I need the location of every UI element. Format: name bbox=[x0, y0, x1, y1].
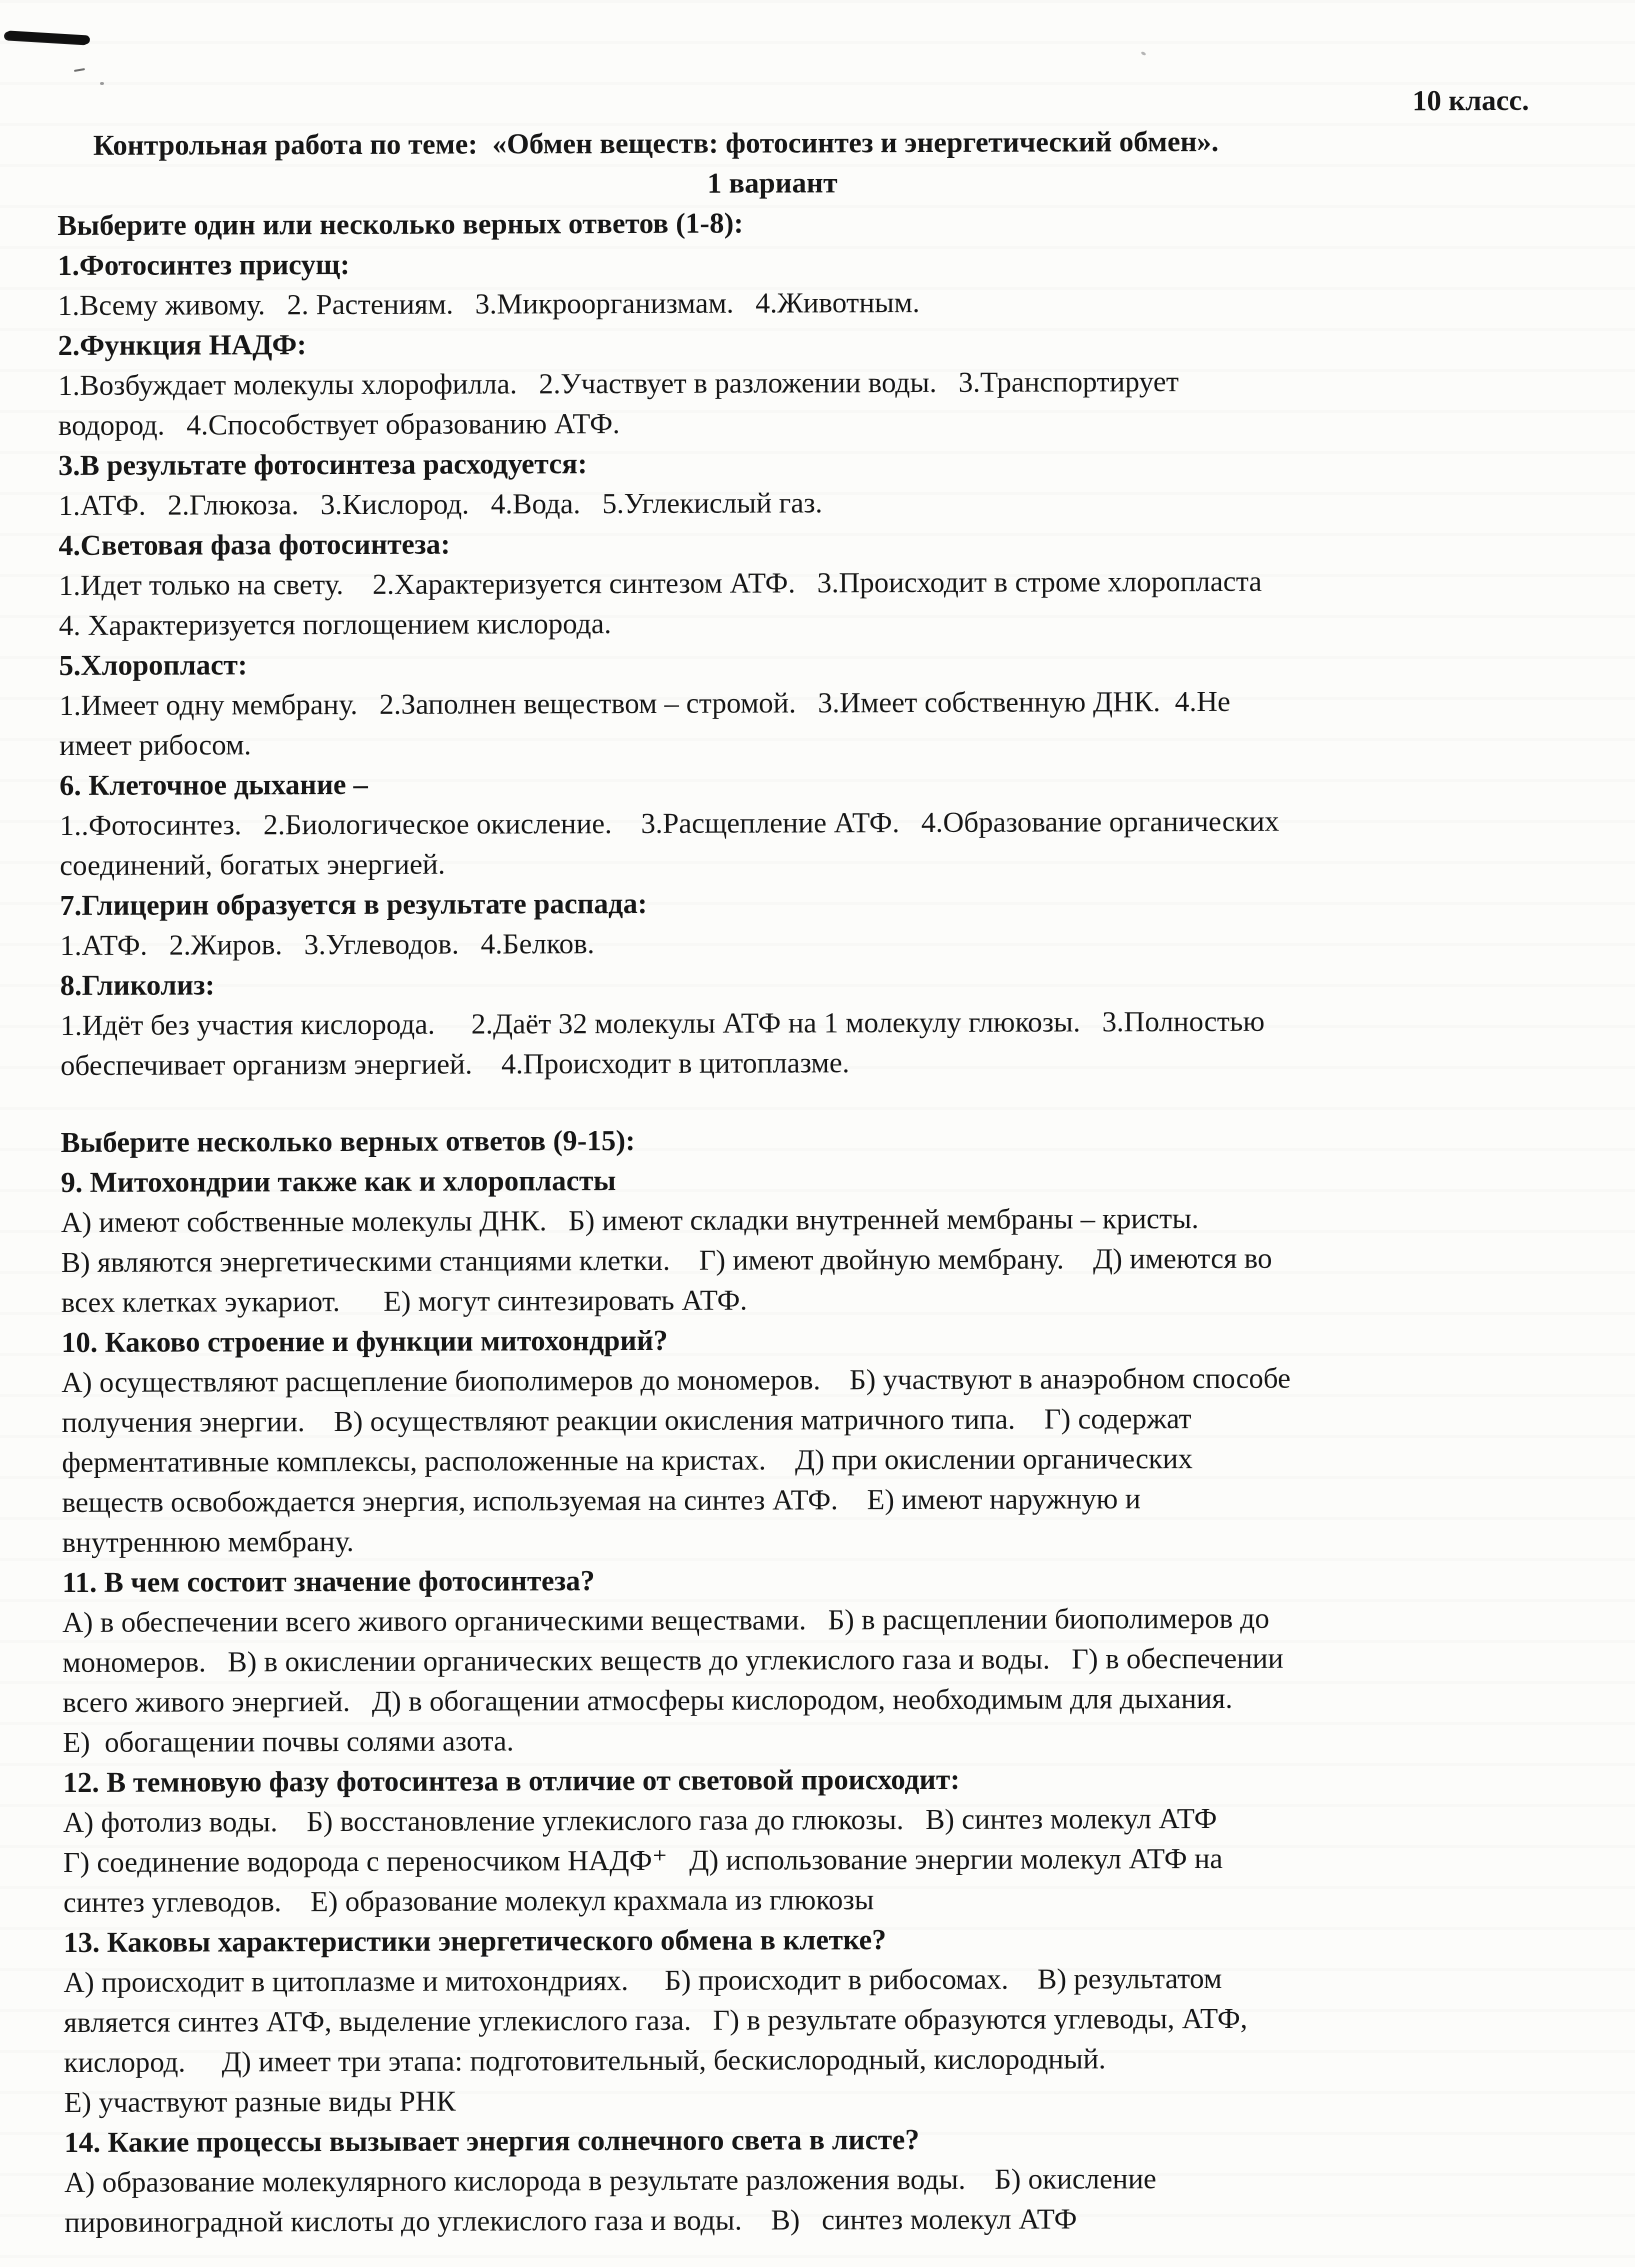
section-2-instruction: Выберите несколько верных ответов (9-15): bbox=[60, 1124, 636, 1159]
question-1-options: 1.Всему живому. 2. Растениям. 3.Микроорганизмам. 4.Животным. bbox=[57, 286, 920, 322]
question-5-options: 1.Имеет одну мембрану. 2.Заполнен веществом – стромой. 3.Имеет собственную ДНК. 4.Не имеет рибосом. bbox=[59, 685, 1231, 762]
question-10-title: 10. Каково строение и функции митохондрий? bbox=[61, 1324, 668, 1359]
question-4-options: 1.Идет только на свету. 2.Характеризуется синтезом АТФ. 3.Происходит в строме хлоропласта 4. Характеризуется поглощением кислорода. bbox=[58, 565, 1262, 642]
question-6-options: 1..Фотосинтез. 2.Биологическое окисление. 3.Расщепление АТФ. 4.Образование органических соединений, богатых энергией. bbox=[59, 805, 1280, 882]
question-6-title: 6. Клеточное дыхание – bbox=[59, 768, 368, 802]
page-title: Контрольная работа по теме: «Обмен веществ: фотосинтез и энергетический обмен». bbox=[93, 125, 1219, 162]
question-11-title: 11. В чем состоит значение фотосинтеза? bbox=[62, 1565, 595, 1599]
question-8-options: 1.Идёт без участия кислорода. 2.Даёт 32 молекулы АТФ на 1 молекулу глюкозы. 3.Полностью обеспечивает организм энергией. 4.Происходит в цитоплазме. bbox=[60, 1005, 1265, 1082]
document-content bbox=[57, 81, 1625, 2243]
grade-label: 10 класс. bbox=[1412, 84, 1530, 118]
question-12-options: А) фотолиз воды. Б) восстановление углекислого газа до глюкозы. В) синтез молекул АТФ Г) соединение водорода с переносчиком НАДФ⁺ Д) использование энергии молекул АТФ на синтез углеводов. Е) образование молекул крахмала из глюкозы bbox=[63, 1802, 1223, 1919]
question-1-title: 1.Фотосинтез присущ: bbox=[57, 248, 350, 282]
question-5-title: 5.Хлоропласт: bbox=[58, 649, 248, 682]
question-8-title: 8.Гликолиз: bbox=[60, 969, 215, 1002]
question-9-options: А) имеют собственные молекулы ДНК. Б) имеют складки внутренней мембраны – кристы. В) являются энергетическими станциями клетки. Г) имеют двойную мембрану. Д) имеются во всех клетках эукариот. Е) могут синтезировать АТФ. bbox=[60, 1203, 1273, 1319]
question-13-options: А) происходит в цитоплазме и митохондриях. Б) происходит в рибосомах. В) результатом является синтез АТФ, выделение углекислого газа. Г) в результате образуются углеводы, АТФ, кислород. Д) имеет три этапа: подготовительный, бескислородный, кислородный. Е) участвуют разные виды РНК bbox=[63, 1962, 1248, 2119]
question-13-title: 13. Каковы характеристики энергетического обмена в клетке? bbox=[63, 1924, 887, 1959]
question-2-title: 2.Функция НАДФ: bbox=[57, 329, 307, 362]
section-multi-choice bbox=[61, 1118, 1625, 2243]
question-2-options: 1.Возбуждает молекулы хлорофилла. 2.Участвует в разложении воды. 3.Транспортирует водород. 4.Способствует образованию АТФ. bbox=[57, 366, 1179, 442]
question-14-title: 14. Какие процессы вызывает энергия солнечного света в листе? bbox=[64, 2124, 920, 2159]
scan-artifact-dash bbox=[74, 68, 85, 72]
question-12-title: 12. В темновую фазу фотосинтеза в отличие от световой происходит: bbox=[62, 1763, 960, 1799]
section-single-choice bbox=[57, 201, 1620, 1086]
question-10-options: А) осуществляют расщепление биополимеров до мономеров. Б) участвуют в анаэробном способе получения энергии. В) осуществляют реакции окисления матричного типа. Г) содержат ферментативные комплексы, расположенные на кристах. Д) при окислении органических веществ освобождается энергия, используемая на синтез АТФ. Е) имеют наружную и внутреннюю мембрану. bbox=[61, 1362, 1291, 1559]
question-7-title: 7.Глицерин образуется в результате распада: bbox=[59, 887, 648, 922]
question-11-options: А) в обеспечении всего живого органическими веществами. Б) в расщеплении биополимеров до мономеров. В) в окислении органических веществ до углекислого газа и воды. Г) в обеспечении всего живого энергией. Д) в обогащении атмосферы кислородом, необходимым для дыхания. Е) обогащении почвы солями азота. bbox=[62, 1602, 1284, 1759]
variant-label: 1 вариант bbox=[707, 167, 838, 200]
question-14-options: А) образование молекулярного кислорода в результате разложения воды. Б) окисление пировиноградной кислоты до углекислого газа и воды. В) синтез молекул АТФ bbox=[64, 2163, 1157, 2239]
section-1-instruction: Выберите один или несколько верных ответов (1-8): bbox=[57, 207, 744, 242]
question-3-options: 1.АТФ. 2.Глюкоза. 3.Кислород. 4.Вода. 5.Углекислый газ. bbox=[58, 487, 823, 522]
scan-artifact-mark bbox=[6, 30, 90, 44]
question-7-options: 1.АТФ. 2.Жиров. 3.Углеводов. 4.Белков. bbox=[59, 928, 595, 962]
question-4-title: 4.Световая фаза фотосинтеза: bbox=[58, 528, 451, 562]
scan-artifact-speck bbox=[1141, 51, 1147, 56]
scan-artifact-speck bbox=[100, 82, 104, 85]
question-9-title: 9. Митохондрии также как и хлоропласты bbox=[60, 1165, 617, 1199]
question-3-title: 3.В результате фотосинтеза расходуется: bbox=[58, 448, 588, 482]
